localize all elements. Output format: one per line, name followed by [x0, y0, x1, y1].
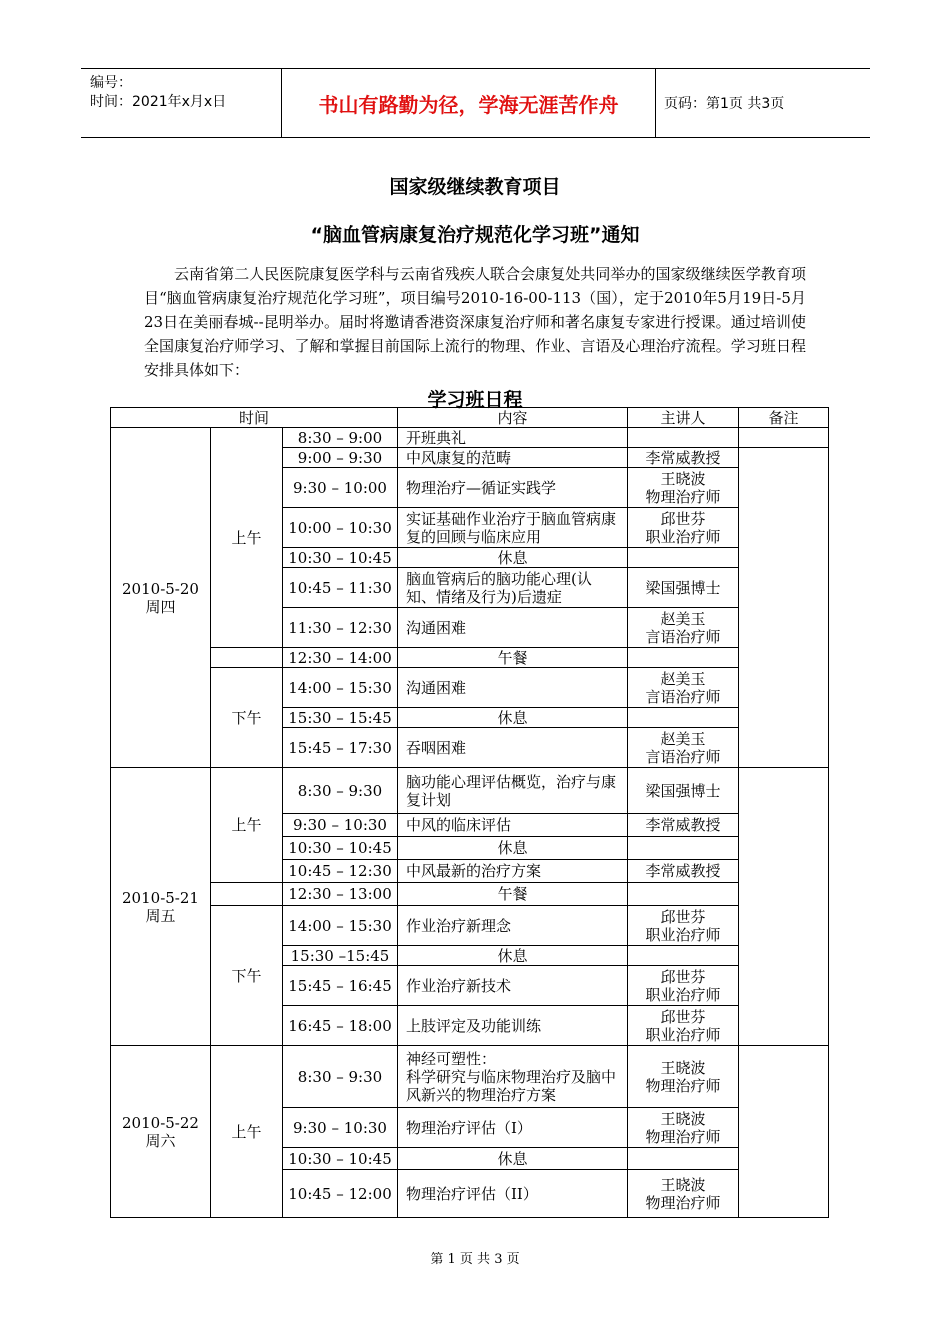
motto: 书山有路勤为径，学海无涯苦作舟 [281, 69, 656, 137]
day-date: 2010-5-20 [122, 579, 199, 598]
time-cell: 9:00 – 9:30 [283, 448, 398, 468]
header-note: 备注 [739, 408, 829, 428]
time-cell: 16:45 – 18:00 [283, 1006, 398, 1046]
day-cell [111, 428, 211, 768]
speaker-text: 邱世芬 职业治疗师 [645, 967, 721, 1004]
time-cell: 10:45 – 12:00 [283, 1170, 398, 1218]
time-cell: 10:00 – 10:30 [283, 508, 398, 548]
time-cell: 8:30 – 9:30 [283, 1046, 398, 1108]
time-cell: 8:30 – 9:00 [283, 428, 398, 448]
speaker-cell: 李常威教授 [628, 448, 739, 468]
speaker-cell [628, 1108, 739, 1148]
speaker-cell [628, 1006, 739, 1046]
speaker-text: 赵美玉 言语治疗师 [645, 669, 721, 706]
time-cell: 15:45 – 16:45 [283, 966, 398, 1006]
day-date: 2010-5-21 [122, 888, 199, 907]
note-cell [739, 448, 829, 768]
note-cell [739, 1046, 829, 1218]
speaker-cell: 梁国强博士 [628, 768, 739, 814]
day-weekday: 周四 [145, 597, 176, 616]
speaker-cell [628, 883, 739, 906]
schedule-title: 学习班日程 [427, 389, 523, 411]
day-cell [111, 1046, 211, 1218]
content-cell: 上肢评定及功能训练 [398, 1006, 628, 1046]
content-cell: 作业治疗新技术 [398, 966, 628, 1006]
period-cell [211, 883, 283, 906]
header-meta [81, 69, 281, 137]
schedule-table [110, 407, 829, 1218]
speaker-cell [628, 1148, 739, 1170]
period-cell: 下午 [211, 906, 283, 1046]
time-cell: 10:30 – 10:45 [283, 548, 398, 568]
content-cell: 脑血管病后的脑功能心理(认知、情绪及行为)后遗症 [398, 568, 628, 608]
note-cell [739, 428, 829, 448]
time-cell: 12:30 – 14:00 [283, 648, 398, 668]
content-cell: 沟通困难 [398, 668, 628, 708]
content-cell: 物理治疗—循证实践学 [398, 468, 628, 508]
time-cell: 10:30 – 10:45 [283, 1148, 398, 1170]
speaker-text: 王晓波 物理治疗师 [645, 1109, 721, 1146]
time-cell: 8:30 – 9:30 [283, 768, 398, 814]
note-cell [739, 768, 829, 1046]
period-cell: 下午 [211, 668, 283, 768]
time-cell: 9:30 – 10:30 [283, 814, 398, 837]
table-row [111, 768, 829, 814]
time-cell: 12:30 – 13:00 [283, 883, 398, 906]
content-cell: 休息 [398, 946, 628, 966]
content-cell: 中风最新的治疗方案 [398, 860, 628, 883]
content-text: 神经可塑性： 科学研究与临床物理治疗及脑中风新兴的物理治疗方案 [406, 1049, 617, 1104]
table-row [111, 648, 829, 668]
speaker-cell [628, 428, 739, 448]
content-cell: 吞咽困难 [398, 728, 628, 768]
speaker-cell: 梁国强博士 [628, 568, 739, 608]
title-line-2: “脑血管病康复治疗规范化学习班”通知 [310, 224, 640, 246]
period-cell: 上午 [211, 768, 283, 883]
speaker-cell [628, 608, 739, 648]
content-cell: 中风康复的范畴 [398, 448, 628, 468]
speaker-cell [628, 548, 739, 568]
table-row [111, 428, 829, 448]
content-cell: 午餐 [398, 883, 628, 906]
content-cell: 午餐 [398, 648, 628, 668]
content-cell: 开班典礼 [398, 428, 628, 448]
title-line-1: 国家级继续教育项目 [389, 176, 561, 198]
time-cell: 15:45 – 17:30 [283, 728, 398, 768]
time-cell: 9:30 – 10:00 [283, 468, 398, 508]
speaker-cell [628, 837, 739, 860]
speaker-cell [628, 668, 739, 708]
speaker-cell: 李常威教授 [628, 860, 739, 883]
content-cell: 作业治疗新理念 [398, 906, 628, 946]
speaker-text: 王晓波 物理治疗师 [645, 1175, 721, 1212]
table-row [111, 883, 829, 906]
speaker-cell [628, 728, 739, 768]
table-row [111, 668, 829, 708]
time-cell: 10:30 – 10:45 [283, 837, 398, 860]
intro-paragraph: 云南省第二人民医院康复医学科与云南省残疾人联合会康复处共同举办的国家级继续医学教育项目“脑血管病康复治疗规范化学习班”，项目编号2010-16-00-113（国），定于2010年5月19日-5月23日在美丽春城--昆明举办。届时将邀请香港资深康复治疗师和著名康复专家进行授课。通过培训使全国康复治疗师学习、了解和掌握目前国际上流行的物理、作业、言语及心理治疗流程。学习班日程安排具体如下： [144, 265, 806, 379]
content-cell: 中风的临床评估 [398, 814, 628, 837]
speaker-cell [628, 946, 739, 966]
time-cell: 15:30 – 15:45 [283, 708, 398, 728]
speaker-cell [628, 708, 739, 728]
speaker-text: 邱世芬 职业治疗师 [645, 1007, 721, 1044]
speaker-cell [628, 468, 739, 508]
period-cell [211, 648, 283, 668]
time-cell: 9:30 – 10:30 [283, 1108, 398, 1148]
speaker-cell [628, 906, 739, 946]
header-time: 时间 [111, 408, 398, 428]
speaker-cell [628, 966, 739, 1006]
page-footer: 第 1 页 共 3 页 [430, 1252, 520, 1267]
content-cell: 休息 [398, 837, 628, 860]
header-content: 内容 [398, 408, 628, 428]
time-label: 时间：2021年x月x日 [90, 94, 227, 110]
time-cell: 10:45 – 12:30 [283, 860, 398, 883]
day-weekday: 周五 [145, 906, 176, 925]
speaker-text: 邱世芬 职业治疗师 [645, 907, 721, 944]
speaker-text: 邱世芬 职业治疗师 [645, 509, 721, 546]
speaker-text: 王晓波 物理治疗师 [645, 1058, 721, 1095]
content-cell: 实证基础作业治疗于脑血管病康复的回顾与临床应用 [398, 508, 628, 548]
speaker-text: 王晓波 物理治疗师 [645, 469, 721, 506]
header-speaker: 主讲人 [628, 408, 739, 428]
time-cell: 10:45 – 11:30 [283, 568, 398, 608]
speaker-text: 赵美玉 言语治疗师 [645, 729, 721, 766]
speaker-text: 赵美玉 言语治疗师 [645, 609, 721, 646]
time-cell: 15:30 –15:45 [283, 946, 398, 966]
period-cell: 上午 [211, 428, 283, 648]
speaker-cell [628, 508, 739, 548]
content-cell: 休息 [398, 1148, 628, 1170]
content-cell: 脑功能心理评估概览，治疗与康复计划 [398, 768, 628, 814]
day-cell [111, 768, 211, 1046]
content-cell: 休息 [398, 708, 628, 728]
document-header [81, 68, 870, 138]
content-cell: 沟通困难 [398, 608, 628, 648]
speaker-cell: 李常威教授 [628, 814, 739, 837]
page-info: 页码：第1页 共3页 [664, 96, 785, 112]
time-cell: 14:00 – 15:30 [283, 906, 398, 946]
day-weekday: 周六 [145, 1131, 176, 1150]
content-cell [398, 1046, 628, 1108]
table-header-row [111, 408, 829, 428]
table-row [111, 1046, 829, 1108]
number-label: 编号： [90, 75, 132, 91]
time-cell: 14:00 – 15:30 [283, 668, 398, 708]
content-cell: 休息 [398, 548, 628, 568]
time-cell: 11:30 – 12:30 [283, 608, 398, 648]
content-cell: 物理治疗评估（I） [398, 1108, 628, 1148]
period-cell: 上午 [211, 1046, 283, 1218]
day-date: 2010-5-22 [122, 1113, 199, 1132]
speaker-cell [628, 1170, 739, 1218]
speaker-cell [628, 1046, 739, 1108]
table-row [111, 906, 829, 946]
speaker-cell [628, 648, 739, 668]
content-cell: 物理治疗评估（II） [398, 1170, 628, 1218]
